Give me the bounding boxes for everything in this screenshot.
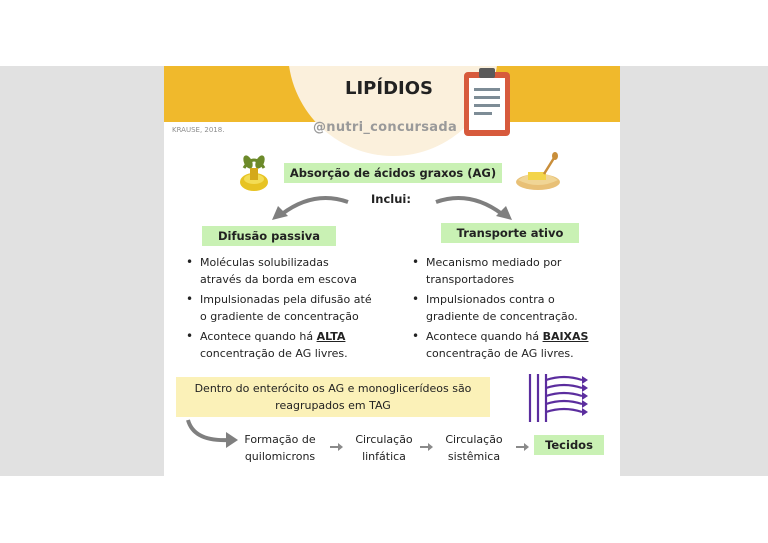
- includes-label: Inclui:: [371, 192, 411, 206]
- flow-arrow-1: [330, 442, 344, 452]
- source-credit: KRAUSE, 2018.: [172, 126, 225, 134]
- list-item: • Impulsionadas pela difusão até o gradiente de concentração: [200, 291, 410, 325]
- infographic-card: [164, 66, 620, 476]
- butter-dish-icon: [514, 152, 562, 192]
- active-list: [410, 254, 620, 365]
- flow-step-lymphatic: Circulação linfática: [355, 433, 413, 463]
- tissues-label: Tecidos: [534, 435, 604, 455]
- page-title: LIPÍDIOS: [345, 78, 433, 99]
- list-item: • Acontece quando há ALTA concentração de AG livres.: [200, 328, 410, 362]
- list-item: • Impulsionados contra o gradiente de concentração.: [426, 291, 620, 325]
- list-item: • Acontece quando há BAIXAS concentração de AG livres.: [426, 328, 620, 362]
- olive-oil-icon: [236, 154, 272, 194]
- flow-arrow-2: [420, 442, 434, 452]
- passive-diffusion-label: Difusão passiva: [202, 226, 336, 246]
- high-keyword: ALTA: [316, 330, 346, 343]
- active-transport-label: Transporte ativo: [441, 223, 579, 243]
- left-curved-arrow: [264, 194, 354, 222]
- topic-label: Absorção de ácidos graxos (AG): [284, 163, 502, 183]
- passive-list: [184, 254, 410, 365]
- list-item: • Moléculas solubilizadas através da borda em escova: [200, 254, 410, 288]
- flow-step-chylomicron: Formação de quilomicrons: [244, 433, 316, 463]
- author-handle: @nutri_concursada: [312, 120, 458, 135]
- list-item: • Mecanismo mediado por transportadores: [426, 254, 620, 288]
- intestinal-villi-icon: [524, 372, 590, 424]
- flow-start-arrow: [184, 418, 240, 448]
- flow-arrow-3: [516, 442, 530, 452]
- flow-step-systemic: Circulação sistêmica: [445, 433, 503, 463]
- enterocyte-box: Dentro do enterócito os AG e monoglicerídeos são reagrupados em TAG: [176, 377, 490, 417]
- low-keyword: BAIXAS: [542, 330, 589, 343]
- right-curved-arrow: [430, 194, 520, 222]
